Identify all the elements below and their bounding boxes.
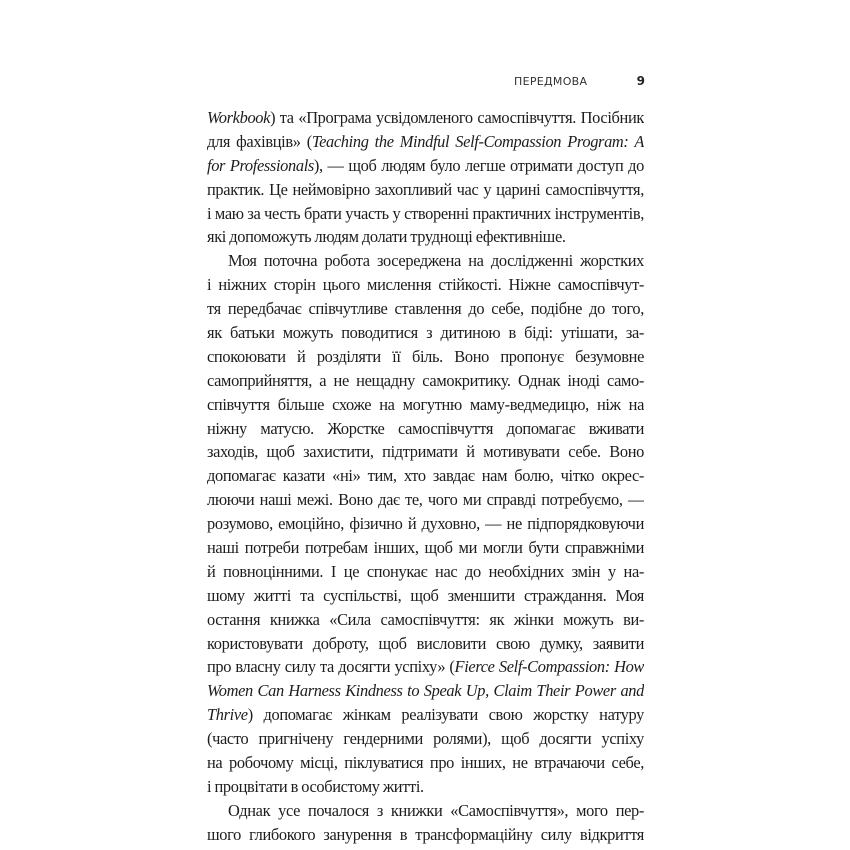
text-segment: і маю за честь брати участь у створенні практичних інструментів, — [207, 203, 644, 223]
text-line — [207, 488, 644, 512]
text-segment: ), — щоб людям було легше отримати доступ до — [313, 155, 644, 175]
text-line — [207, 440, 644, 464]
text-line — [207, 584, 644, 608]
text-segment: для фахівців» ( — [207, 131, 312, 151]
text-line — [207, 393, 644, 417]
page-header — [500, 74, 645, 92]
text-segment: заходів, щоб захистити, підтримати й мотивувати себе. Воно — [207, 442, 644, 462]
page-number: 9 — [636, 74, 645, 88]
text-segment: розумово, емоційно, фізично й духовно, — не підпорядковуючи — [207, 514, 644, 534]
text-line — [207, 202, 644, 226]
text-segment: користовувати доброту, щоб висловити свою думку, заявити — [207, 633, 644, 653]
text-line — [207, 679, 644, 703]
italic-title-text: Thrive — [207, 705, 248, 725]
text-segment: як батьки можуть поводитися з дитиною в біді: утішати, за- — [207, 323, 644, 343]
text-line — [207, 536, 644, 560]
text-line — [207, 560, 644, 584]
text-segment: остання книжка «Сила самоспівчуття: як жінки можуть ви- — [207, 609, 644, 629]
text-line — [207, 632, 644, 656]
text-line — [207, 417, 644, 441]
text-line — [207, 655, 644, 679]
text-segment: і процвітати в особистому житті. — [207, 776, 424, 796]
text-line — [207, 154, 644, 178]
text-segment: про власну силу та досягти успіху» ( — [207, 657, 455, 677]
text-line — [207, 130, 644, 154]
text-line — [207, 751, 644, 775]
italic-title-text: Workbook — [207, 108, 271, 127]
text-line — [207, 297, 644, 321]
text-segment: практик. Це неймовірно захопливий час у царині самоспівчуття, — [207, 179, 644, 199]
text-segment: Однак усе почалося з книжки «Самоспівчуття», мого пер- — [228, 800, 644, 820]
running-title: ПЕРЕДМОВА — [514, 75, 588, 88]
text-line — [207, 273, 644, 297]
text-line — [207, 369, 644, 393]
text-segment: на робочому місці, піклуватися про інших, не втрачаючи себе, — [207, 753, 644, 773]
text-segment: і ніжних сторін цього мислення стійкості. Ніжне самоспівчут- — [207, 275, 644, 295]
text-segment: наші потреби потребам інших, щоб ми могли бути справжніми — [207, 538, 644, 558]
text-line — [207, 225, 644, 249]
italic-title-text: for Professionals — [207, 155, 314, 175]
text-line — [207, 775, 644, 799]
text-segment: допомагає казати «ні» тим, хто завдає нам болю, чітко окрес- — [207, 466, 644, 486]
text-line — [207, 823, 644, 847]
text-segment: тя передбачає співчутливе ставлення до себе, подібне до того, — [207, 299, 644, 319]
text-segment: шому житті та суспільстві, щоб зменшити страждання. Моя — [207, 585, 644, 605]
italic-title-text: Fierce Self-Compassion: How — [454, 657, 644, 677]
text-line — [207, 727, 644, 751]
text-line — [207, 512, 644, 536]
text-segment: шого глибокого занурення в трансформаційну силу відкриття — [207, 824, 644, 844]
text-line — [207, 345, 644, 369]
text-line — [207, 464, 644, 488]
text-line — [207, 178, 644, 202]
text-line — [207, 321, 644, 345]
text-segment: Моя поточна робота зосереджена на дослідженні жорстких — [228, 251, 644, 271]
text-segment: ) допомагає жінкам реалізувати свою жорстку натуру — [247, 705, 644, 725]
text-line — [207, 608, 644, 632]
italic-title-text: Women Can Harness Kindness to Speak Up, Claim Their Power and — [207, 681, 644, 701]
text-segment: й повноцінними. І це спонукає нас до необхідних змін у на- — [207, 561, 644, 581]
text-line — [207, 799, 644, 823]
text-segment: ніжну матусю. Жорстке самоспівчуття допомагає вживати — [207, 418, 644, 438]
text-segment: співчуття більше схоже на могутню маму-ведмедицю, ніж на — [207, 394, 644, 414]
text-segment: ) та «Програма усвідомленого самоспівчуття. Посібник — [270, 108, 644, 127]
body-text — [207, 106, 644, 847]
text-segment: самоприйняття, а не нещадну самокритику. Однак іноді само- — [207, 370, 644, 390]
text-line — [207, 249, 644, 273]
italic-title-text: Teaching the Mindful Self-Compassion Program: A — [311, 131, 644, 151]
text-line — [207, 106, 644, 130]
text-segment: люючи наші межі. Воно дає те, чого ми справді потребуємо, — — [207, 490, 644, 510]
text-line — [207, 703, 644, 727]
text-segment: спокоювати й розділяти її біль. Воно пропонує безумовне — [207, 346, 644, 366]
text-segment: які допоможуть людям долати труднощі ефективніше. — [207, 227, 566, 247]
text-segment: (часто пригнічену гендерними ролями), щоб досягти успіху — [207, 729, 644, 749]
